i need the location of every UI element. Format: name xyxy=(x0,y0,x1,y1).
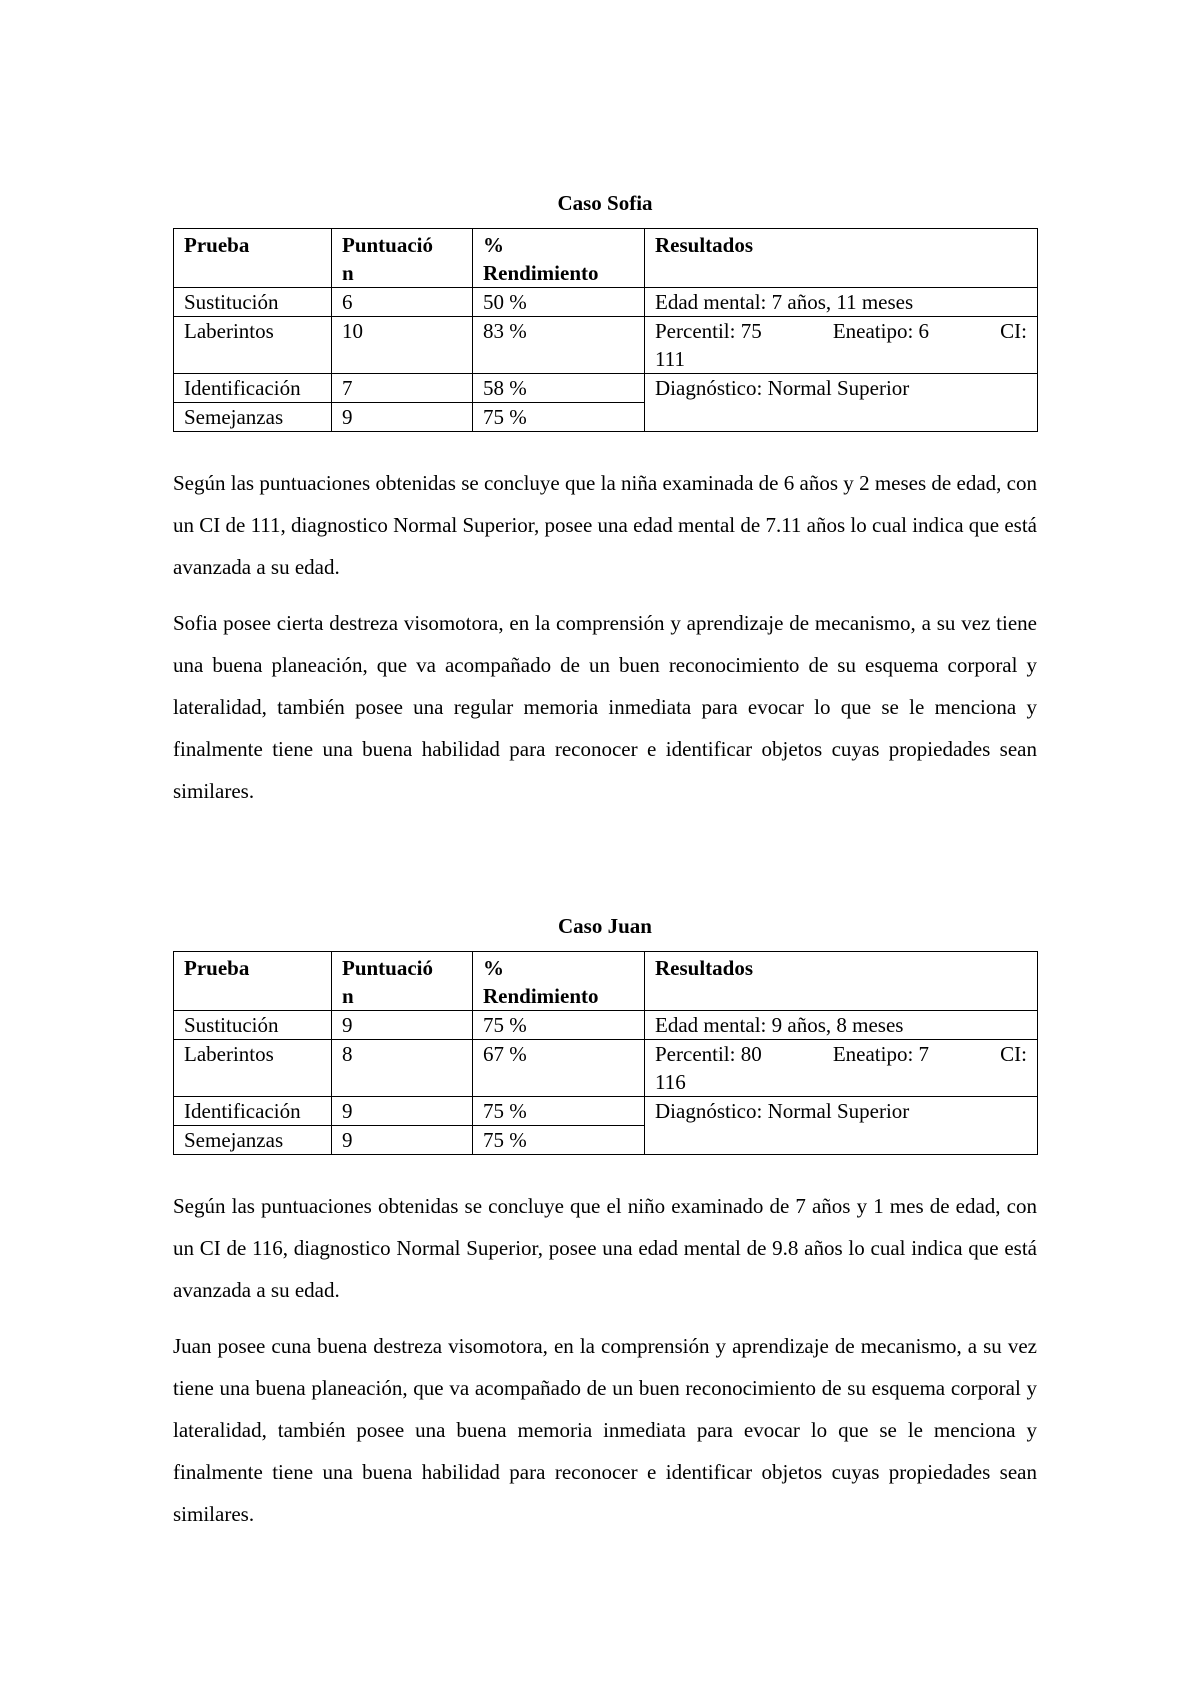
cell-prueba: Semejanzas xyxy=(174,1126,332,1155)
ci-value: 111 xyxy=(655,347,685,371)
cell-rendimiento: 50 % xyxy=(473,288,645,317)
cell-prueba: Laberintos xyxy=(174,1040,332,1097)
header-resultados: Resultados xyxy=(645,229,1038,288)
ci-label: CI: xyxy=(1000,1042,1027,1066)
cell-rendimiento: 67 % xyxy=(473,1040,645,1097)
ci-value: 116 xyxy=(655,1070,686,1094)
table-header-row xyxy=(174,229,1038,288)
table-row xyxy=(174,1097,1038,1126)
cell-prueba: Semejanzas xyxy=(174,403,332,432)
cell-puntuacion: 9 xyxy=(332,1011,473,1040)
paragraph: Sofia posee cierta destreza visomotora, en la comprensión y aprendizaje de mecanismo, a su vez tiene una buena planeación, que va acompañado de un buen reconocimiento de su esquema corporal y lateralidad, también posee una regular memoria inmediata para evocar lo que se le menciona y finalmente tiene una buena habilidad para reconocer e identificar objetos cuyas propiedades sean similares. xyxy=(173,611,1037,803)
cell-rendimiento: 75 % xyxy=(473,1126,645,1155)
paragraph: Según las puntuaciones obtenidas se concluye que el niño examinado de 7 años y 1 mes de edad, con un CI de 116, diagnostico Normal Superior, posee una edad mental de 9.8 años lo cual indica que está avanzada a su edad. xyxy=(173,1194,1037,1302)
cell-puntuacion: 9 xyxy=(332,1126,473,1155)
paragraph: Según las puntuaciones obtenidas se concluye que la niña examinada de 6 años y 2 meses de edad, con un CI de 111, diagnostico Normal Superior, posee una edad mental de 7.11 años lo cual indica que está avanzada a su edad. xyxy=(173,471,1038,579)
cell-rendimiento: 75 % xyxy=(473,1097,645,1126)
cell-rendimiento: 83 % xyxy=(473,317,645,374)
cell-rendimiento: 75 % xyxy=(473,403,645,432)
ci-label: CI: xyxy=(1000,319,1027,343)
cell-prueba: Identificación xyxy=(174,1097,332,1126)
cell-rendimiento: 58 % xyxy=(473,374,645,403)
cell-edad-mental: Edad mental: 9 años, 8 meses xyxy=(645,1011,1038,1040)
cell-prueba: Sustitución xyxy=(174,1011,332,1040)
table-row xyxy=(174,1011,1038,1040)
cell-prueba: Sustitución xyxy=(174,288,332,317)
results-table xyxy=(173,951,1038,1155)
eneatipo-value: Eneatipo: 7 xyxy=(832,1042,930,1066)
cell-puntuacion: 10 xyxy=(332,317,473,374)
cell-puntuacion: 7 xyxy=(332,374,473,403)
paragraph: Juan posee cuna buena destreza visomotora, en la comprensión y aprendizaje de mecanismo, a su vez tiene una buena planeación, que va acompañado de un buen reconocimiento de su esquema corporal y lateralidad, también posee una buena memoria inmediata para evocar lo que se le menciona y finalmente tiene una buena habilidad para reconocer e identificar objetos cuyas propiedades sean similares. xyxy=(173,1334,1037,1526)
header-rendimiento: % Rendimiento xyxy=(473,952,645,1011)
cell-percentil-eneatipo-ci xyxy=(645,1040,1038,1097)
header-puntuacion: Puntuació n xyxy=(332,229,473,288)
cell-puntuacion: 8 xyxy=(332,1040,473,1097)
case-section-juan xyxy=(173,913,1037,1535)
header-prueba: Prueba xyxy=(174,952,332,1011)
header-rendimiento: % Rendimiento xyxy=(473,229,645,288)
cell-prueba: Identificación xyxy=(174,374,332,403)
cell-puntuacion: 6 xyxy=(332,288,473,317)
cell-prueba: Laberintos xyxy=(174,317,332,374)
cell-diagnostico: Diagnóstico: Normal Superior xyxy=(645,1097,1038,1155)
header-prueba: Prueba xyxy=(174,229,332,288)
results-table xyxy=(173,228,1038,432)
cell-percentil-eneatipo-ci xyxy=(645,317,1038,374)
percentil-value: Percentil: 80 xyxy=(655,1042,762,1066)
case-title: Caso Sofia xyxy=(557,191,653,215)
cell-puntuacion: 9 xyxy=(332,403,473,432)
eneatipo-value: Eneatipo: 6 xyxy=(832,319,930,343)
table-row xyxy=(174,317,1038,374)
cell-edad-mental: Edad mental: 7 años, 11 meses xyxy=(645,288,1038,317)
table-row xyxy=(174,374,1038,403)
table-row xyxy=(174,288,1038,317)
case-section-sofia xyxy=(173,190,1037,812)
cell-puntuacion: 9 xyxy=(332,1097,473,1126)
table-row xyxy=(174,1040,1038,1097)
cell-rendimiento: 75 % xyxy=(473,1011,645,1040)
table-header-row xyxy=(174,952,1038,1011)
header-resultados: Resultados xyxy=(645,952,1038,1011)
cell-diagnostico: Diagnóstico: Normal Superior xyxy=(645,374,1038,432)
case-title: Caso Juan xyxy=(558,914,652,938)
header-puntuacion: Puntuació n xyxy=(332,952,473,1011)
percentil-value: Percentil: 75 xyxy=(655,319,762,343)
